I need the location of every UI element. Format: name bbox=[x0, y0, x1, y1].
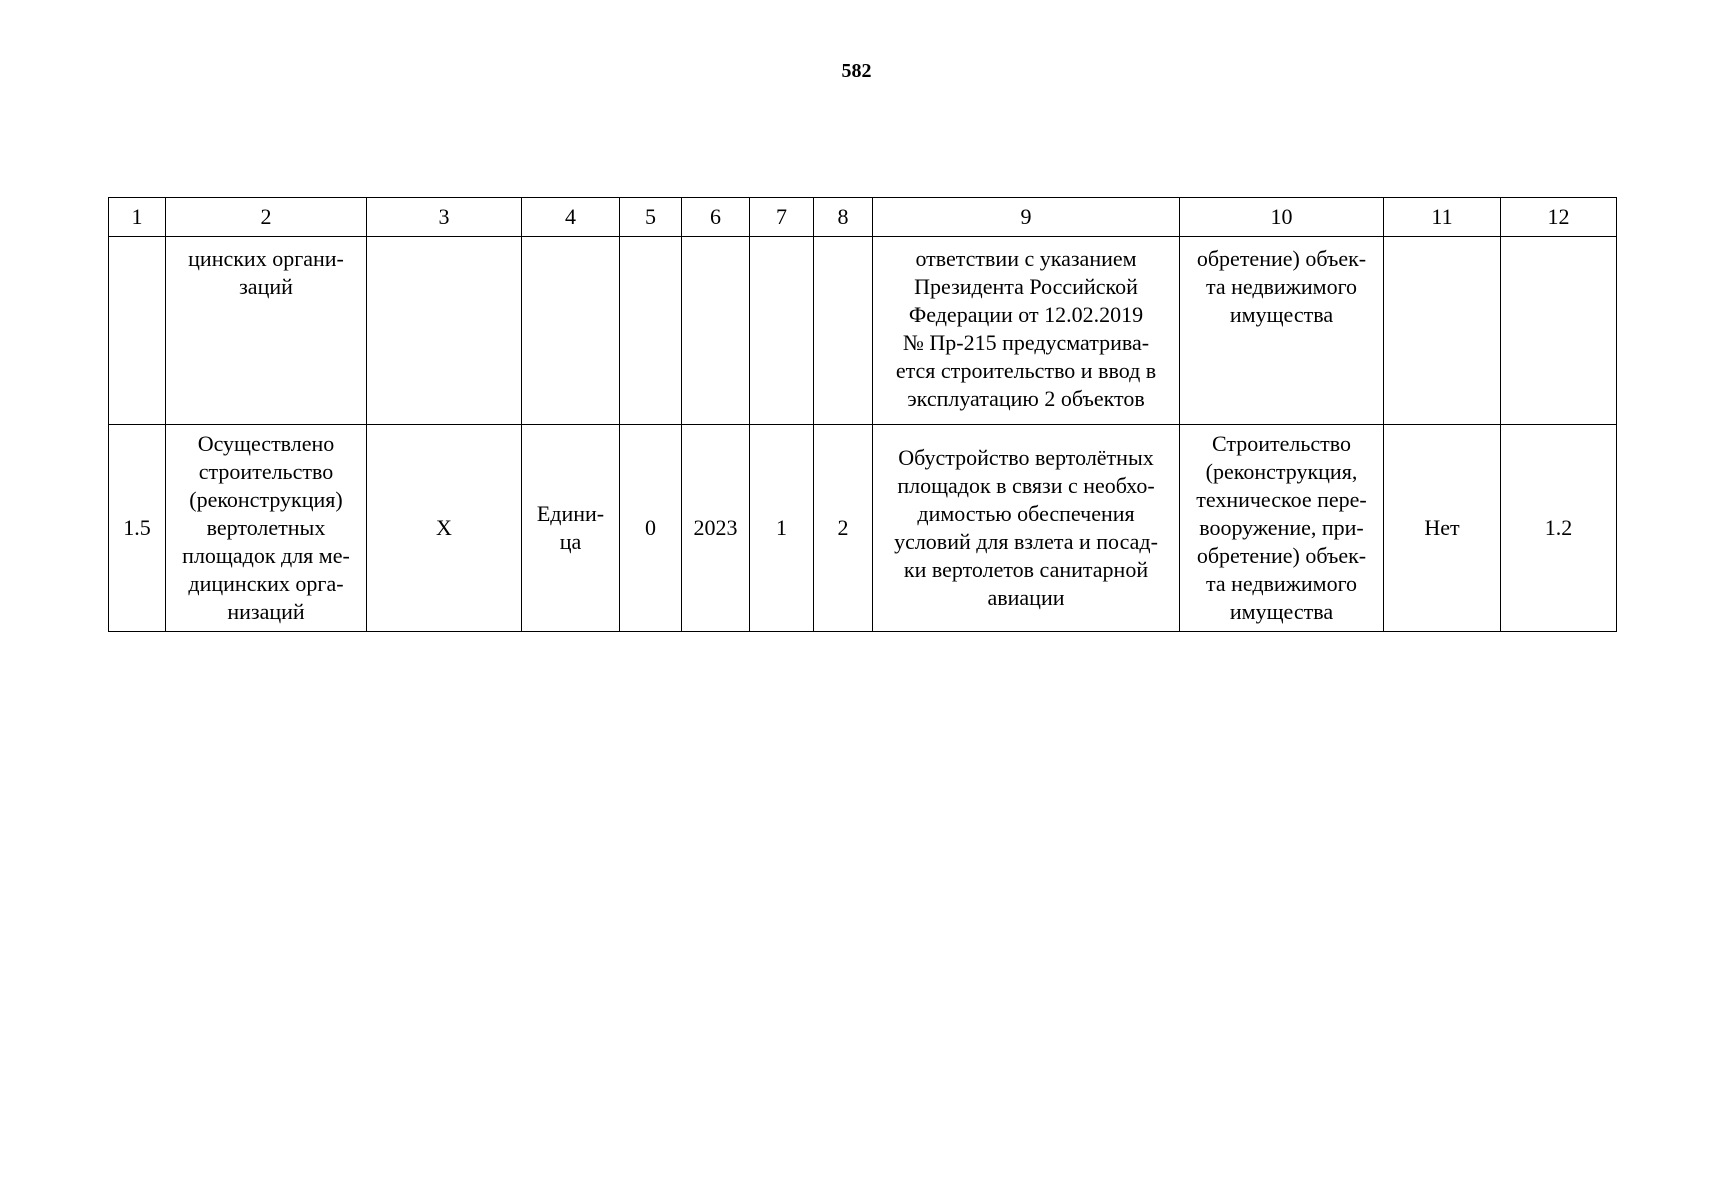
header-cell: 5 bbox=[620, 198, 682, 237]
table-cell: 1 bbox=[750, 425, 814, 632]
table-cell: цинских органи- заций bbox=[166, 237, 367, 425]
header-cell: 12 bbox=[1501, 198, 1617, 237]
table-cell bbox=[109, 237, 166, 425]
table-row-1-5 bbox=[109, 425, 1617, 632]
table-cell bbox=[522, 237, 620, 425]
year-cell: 2023 bbox=[682, 425, 750, 632]
table-cell: 2 bbox=[814, 425, 873, 632]
header-cell: 4 bbox=[522, 198, 620, 237]
header-cell: 6 bbox=[682, 198, 750, 237]
table-row-continuation bbox=[109, 237, 1617, 425]
data-table bbox=[108, 197, 1617, 632]
indicator-name-cell: Осуществлено строительство (реконструкция) вертолетных площадок для ме- дицинских орга- низаций bbox=[166, 425, 367, 632]
table-cell: 0 bbox=[620, 425, 682, 632]
header-cell: 2 bbox=[166, 198, 367, 237]
table-cell: ответствии с указанием Президента Российской Федерации от 12.02.2019 № Пр-215 предусматрива- ется строительство и ввод в эксплуатацию 2 объектов bbox=[873, 237, 1180, 425]
table-cell: 1.2 bbox=[1501, 425, 1617, 632]
header-cell: 10 bbox=[1180, 198, 1384, 237]
header-cell: 9 bbox=[873, 198, 1180, 237]
table-cell bbox=[682, 237, 750, 425]
table-header bbox=[109, 198, 1617, 237]
table-cell bbox=[367, 237, 522, 425]
table-cell bbox=[1501, 237, 1617, 425]
table-cell bbox=[814, 237, 873, 425]
table-cell bbox=[750, 237, 814, 425]
header-cell: 3 bbox=[367, 198, 522, 237]
table-cell: Нет bbox=[1384, 425, 1501, 632]
table-cell bbox=[1384, 237, 1501, 425]
header-row bbox=[109, 198, 1617, 237]
table-cell: X bbox=[367, 425, 522, 632]
header-cell: 11 bbox=[1384, 198, 1501, 237]
type-cell: Строительство (реконструкция, техническое пере- вооружение, при- обретение) объек- та недвижимого имущества bbox=[1180, 425, 1384, 632]
unit-cell: Едини- ца bbox=[522, 425, 620, 632]
header-cell: 8 bbox=[814, 198, 873, 237]
row-number-cell: 1.5 bbox=[109, 425, 166, 632]
description-cell: Обустройство вертолётных площадок в связи с необхо- димостью обеспечения условий для взлета и посад- ки вертолетов санитарной авиации bbox=[873, 425, 1180, 632]
table-cell: обретение) объек- та недвижимого имущества bbox=[1180, 237, 1384, 425]
header-cell: 7 bbox=[750, 198, 814, 237]
page-number: 582 bbox=[841, 60, 872, 82]
table-cell bbox=[620, 237, 682, 425]
header-cell: 1 bbox=[109, 198, 166, 237]
